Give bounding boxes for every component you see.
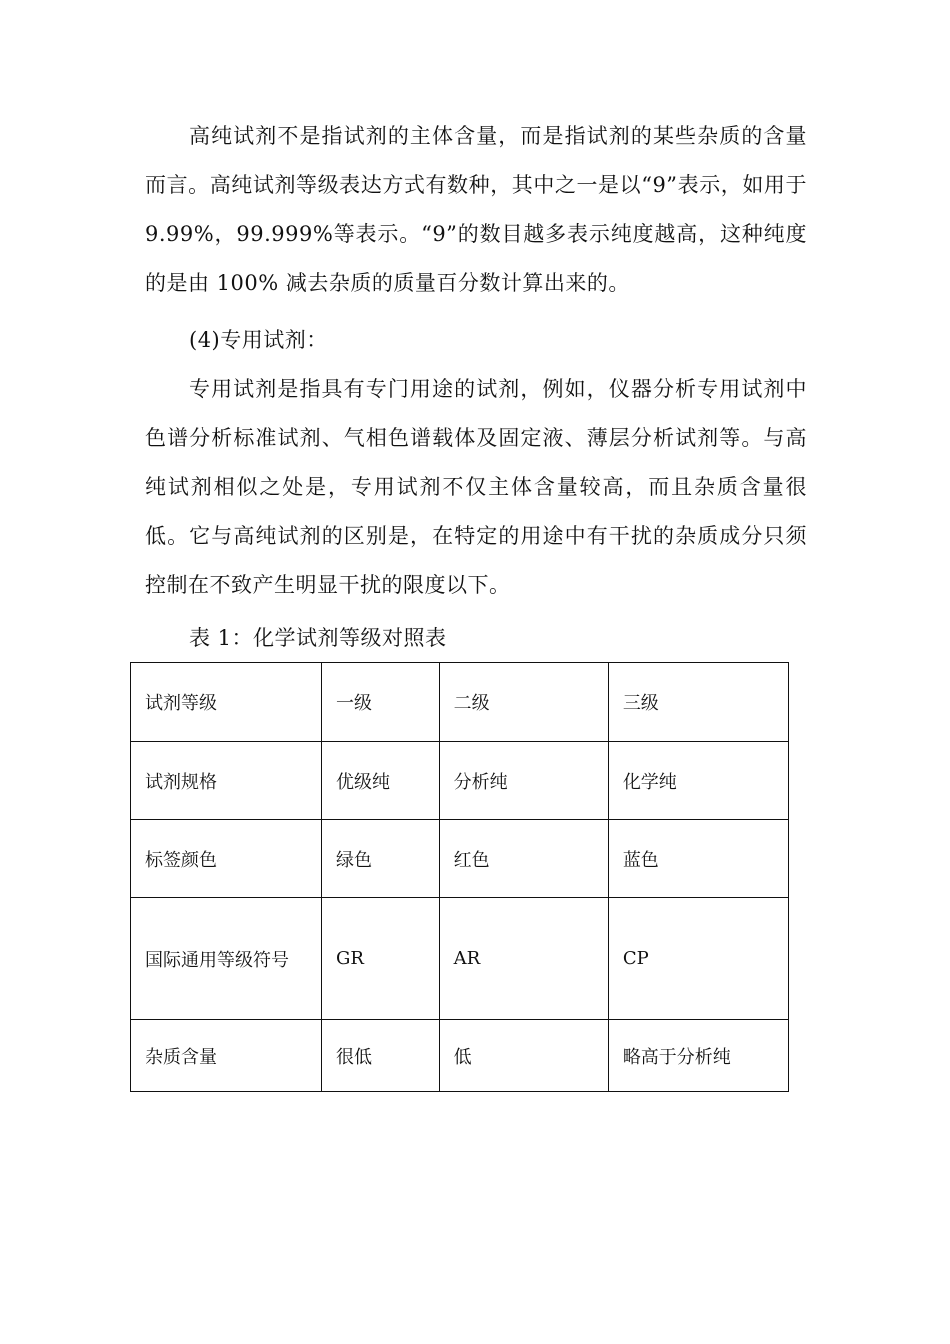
- table-row: [131, 742, 789, 820]
- table-cell: 优级纯: [322, 742, 440, 820]
- table-cell: 化学纯: [608, 742, 788, 820]
- table-row: [131, 820, 789, 898]
- table-cell: AR: [439, 898, 608, 1020]
- table-row: [131, 663, 789, 742]
- table-cell: 红色: [439, 820, 608, 898]
- table-cell: 二级: [439, 663, 608, 742]
- table-cell: 标签颜色: [131, 820, 322, 898]
- paragraph-high-purity-reagents: 高纯试剂不是指试剂的主体含量，而是指试剂的某些杂质的含量而言。高纯试剂等级表达方式有数种，其中之一是以“9”表示，如用于 9.99%，99.999%等表示。“9”的数目越多表示纯度越高，这种纯度的是由 100% 减去杂质的质量百分数计算出来的。: [145, 124, 807, 295]
- table-cell: CP: [608, 898, 788, 1020]
- table-cell: 国际通用等级符号: [131, 898, 322, 1020]
- heading-special-reagents: (4)专用试剂：: [189, 328, 328, 352]
- table-cell: 很低: [322, 1020, 440, 1092]
- table-cell: 绿色: [322, 820, 440, 898]
- table-cell: 略高于分析纯: [608, 1020, 788, 1092]
- paragraph-special-reagents: 专用试剂是指具有专门用途的试剂，例如，仪器分析专用试剂中色谱分析标准试剂、气相色谱载体及固定液、薄层分析试剂等。与高纯试剂相似之处是，专用试剂不仅主体含量较高，而且杂质含量很低。它与高纯试剂的区别是，在特定的用途中有干扰的杂质成分只须控制在不致产生明显干扰的限度以下。: [145, 377, 807, 597]
- table-cell: 试剂等级: [131, 663, 322, 742]
- table-cell: 一级: [322, 663, 440, 742]
- table-caption: 表 1：化学试剂等级对照表: [189, 626, 447, 650]
- table-cell: 蓝色: [608, 820, 788, 898]
- table-cell: 低: [439, 1020, 608, 1092]
- reagent-grade-table: [130, 662, 789, 1092]
- table-cell: 三级: [608, 663, 788, 742]
- table-cell: 试剂规格: [131, 742, 322, 820]
- table-row: [131, 1020, 789, 1092]
- table-cell: 分析纯: [439, 742, 608, 820]
- table-cell: 杂质含量: [131, 1020, 322, 1092]
- table-row: [131, 898, 789, 1020]
- table-cell: GR: [322, 898, 440, 1020]
